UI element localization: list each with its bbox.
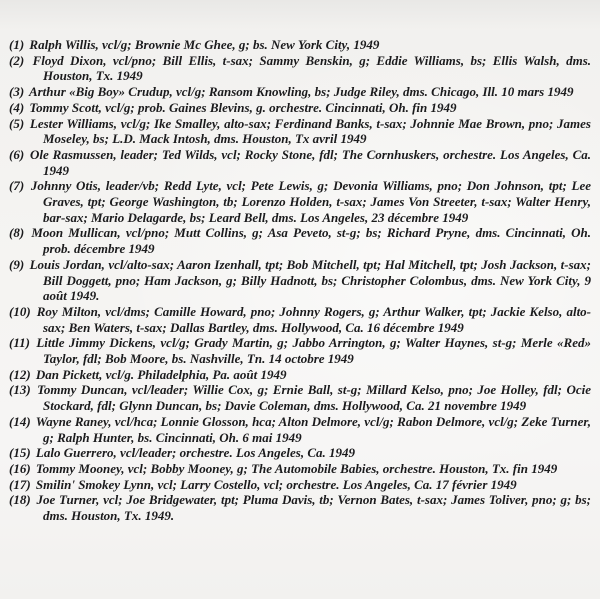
session-entry: [9, 100, 591, 116]
session-entry: [9, 116, 591, 147]
entry-text: Little Jimmy Dickens, vcl/g; Grady Martin, g; Jabbo Arrington, g; Walter Haynes, st-g; Merle «Red» Taylor, fdl; Bob Moore, bs. Nashville, Tn. 14 octobre 1949: [36, 335, 591, 367]
entry-number: (17): [9, 476, 31, 492]
entry-text: Tommy Duncan, vcl/leader; Willie Cox, g; Ernie Ball, st-g; Millard Kelso, pno; Joe Holley, fdl; Ocie Stockard, fdl; Glynn Duncan, bs; Davie Coleman, dms. Hollywood, Ca. 21 novembre 1949: [37, 382, 591, 414]
session-entry: [9, 84, 591, 100]
entry-number: (9): [9, 256, 25, 272]
session-entry: [9, 257, 591, 304]
session-entry: [9, 304, 591, 335]
entry-number: (11): [9, 335, 30, 351]
entry-text: Wayne Raney, vcl/hca; Lonnie Glosson, hca; Alton Delmore, vcl/g; Rabon Delmore, vcl/g; Zeke Turner, g; Ralph Hunter, bs. Cincinnati, Oh. 6 mai 1949: [35, 413, 591, 445]
entry-text: Ralph Willis, vcl/g; Brownie Mc Ghee, g; bs. New York City, 1949: [29, 37, 380, 52]
session-entry: [9, 147, 591, 178]
entry-number: (14): [9, 413, 31, 429]
entry-text: Dan Pickett, vcl/g. Philadelphia, Pa. août 1949: [35, 366, 287, 382]
entry-text: Ole Rasmussen, leader; Ted Wilds, vcl; Rocky Stone, fdl; The Cornhuskers, orchestre. Los Angeles, Ca. 1949: [30, 146, 592, 178]
entry-number: (12): [9, 366, 31, 382]
entry-text: Joe Turner, vcl; Joe Bridgewater, tpt; Pluma Davis, tb; Vernon Bates, t-sax; James Toliver, pno; g; bs; dms. Houston, Tx. 1949.: [36, 492, 591, 524]
session-entry: [9, 367, 591, 383]
session-entry: [9, 178, 591, 225]
entry-text: Lalo Guerrero, vcl/leader; orchestre. Los Angeles, Ca. 1949: [35, 445, 355, 461]
session-entry: [9, 53, 591, 84]
entry-number: (3): [9, 84, 25, 100]
entry-text: Louis Jordan, vcl/alto-sax; Aaron Izenhall, tpt; Bob Mitchell, tpt; Hal Mitchell, tpt; Josh Jackson, t-sax; Bill Doggett, pno; Ham Jackson, g; Billy Hadnott, bs; Christopher Colombus, dms. New York City, 9 août 1949.: [29, 256, 592, 304]
entry-number: (13): [9, 382, 31, 398]
entry-number: (4): [9, 99, 25, 115]
session-entry: [9, 335, 591, 366]
entry-number: (8): [9, 225, 25, 241]
entry-number: (10): [9, 303, 31, 319]
entry-text: Moon Mullican, vcl/pno; Mutt Collins, g; Asa Peveto, st-g; bs; Richard Pryne, dms. Cincinnati, Oh. prob. décembre 1949: [31, 225, 592, 257]
entry-text: Tommy Mooney, vcl; Bobby Mooney, g; The Automobile Babies, orchestre. Houston, Tx. fin 1949: [35, 460, 558, 476]
entry-number: (16): [9, 460, 31, 476]
session-entry: [9, 477, 591, 493]
entry-number: (18): [9, 492, 31, 508]
entry-number: (1): [9, 37, 25, 52]
entry-number: (15): [9, 445, 31, 461]
entry-text: Arthur «Big Boy» Crudup, vcl/g; Ransom Knowling, bs; Judge Riley, dms. Chicago, Ill. 10 mars 1949: [28, 84, 574, 100]
session-list: [9, 37, 591, 524]
session-entry: [9, 382, 591, 413]
entry-text: Lester Williams, vcl/g; Ike Smalley, alto-sax; Ferdinand Banks, t-sax; Johnnie Mae Brown, pno; James Moseley, bs; L.D. Mack Intosh, dms. Houston, Tx avril 1949: [29, 115, 591, 147]
session-entry: [9, 492, 591, 523]
session-entry: [9, 225, 591, 256]
session-entry: [9, 37, 591, 53]
entry-text: Floyd Dixon, vcl/pno; Bill Ellis, t-sax; Sammy Benskin, g; Eddie Williams, bs; Ellis Walsh, dms. Houston, Tx. 1949: [32, 52, 592, 84]
entry-text: Smilin' Smokey Lynn, vcl; Larry Costello, vcl; orchestre. Los Angeles, Ca. 17 février 1949: [35, 476, 517, 492]
entry-text: Roy Milton, vcl/dms; Camille Howard, pno; Johnny Rogers, g; Arthur Walker, tpt; Jackie Kelso, alto-sax; Ben Waters, t-sax; Dallas Bartley, dms. Hollywood, Ca. 16 décembre 1949: [36, 303, 592, 335]
session-entry: [9, 414, 591, 445]
entry-number: (2): [9, 52, 25, 68]
entry-number: (7): [9, 178, 25, 194]
entry-text: Tommy Scott, vcl/g; prob. Gaines Blevins, g. orchestre. Cincinnati, Oh. fin 1949: [29, 99, 457, 115]
entry-number: (5): [9, 115, 25, 131]
entry-text: Johnny Otis, leader/vb; Redd Lyte, vcl; Pete Lewis, g; Devonia Williams, pno; Don Johnson, tpt; Lee Graves, tpt; George Washington, tb; Lorenzo Holden, t-sax; James Von Streeter, t-sax; Walter Henry, bar-sax; Mario Delagarde, bs; Leard Bell, dms. Los Angeles, 23 décembre 1949: [30, 178, 592, 225]
session-entry: [9, 445, 591, 461]
entry-number: (6): [9, 146, 25, 162]
session-entry: [9, 461, 591, 477]
